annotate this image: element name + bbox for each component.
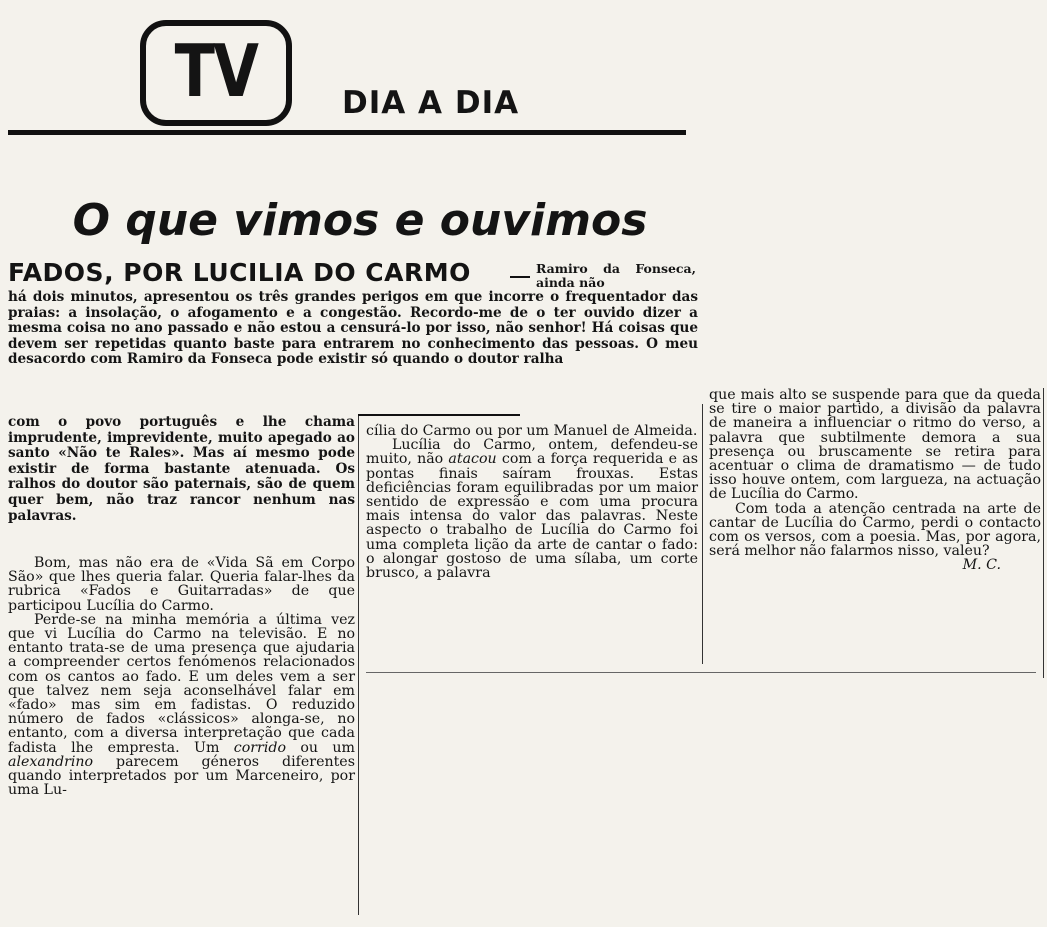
column-rule — [366, 672, 1036, 673]
column-divider — [702, 404, 703, 664]
body-text: ou um — [300, 739, 356, 756]
body-paragraph — [366, 438, 698, 580]
body-text: Perde-se na minha memória a última vez que vi Lucília do Carmo na televisão. E no entanto trata-se de uma presença que ajudaria a compreender certos fenómenos relacionados com os cantos ao fado. E um deles vem a ser que talvez nem seja aconselhável falar em «fado» mas sim em fadistas. O reduzido número de fados «clássicos» alonga-se, no entanto, com a diversa interpretação que cada fadista lhe empresta. Um — [8, 611, 355, 756]
text-column-3 — [709, 388, 1041, 573]
body-paragraph — [8, 613, 355, 798]
text-column-1 — [8, 556, 355, 797]
body-text: parecem géneros diferentes quando interpretados por um Marceneiro, por uma Lu- — [8, 753, 355, 799]
section-title: DIA A DIA — [342, 85, 520, 121]
lead-paragraph: há dois minutos, apresentou os três grandes perigos em que incorre o frequentador das praias: a insolação, o afogamento e a congestão. Recordo-me de o ter ouvido dizer a mesma coisa no ano passado e não estou a censurá-lo por isso, não senhor! Há coisas que devem ser repetidas quanto baste para entrarem no conhecimento das pessoas. O meu desacordo com Ramiro da Fonseca pode existir só quando o doutor ralha — [8, 289, 698, 368]
body-paragraph: Com toda a atenção centrada na arte de cantar de Lucília do Carmo, perdi o contacto com os versos, com a poesia. Mas, por agora, será melhor não falarmos nisso, valeu? — [709, 500, 1041, 560]
lead-paragraph-continued: com o povo português e lhe chama imprudente, imprevidente, muito apegado ao santo «Não te Rales». Mas aí mesmo pode existir de forma bastante atenuada. Os ralhos do doutor são paternais, são de quem quer bem, não traz rancor nenhum nas palavras. — [8, 414, 355, 524]
body-paragraph: Bom, mas não era de «Vida Sã em Corpo São» que lhes queria falar. Queria falar-lhes da rubrica «Fados e Guitarradas» de que participou Lucília do Carmo. — [8, 555, 355, 614]
article-subhead: FADOS, POR LUCILIA DO CARMO — [8, 258, 471, 287]
body-text: com a força requerida e as pontas finais saíram frouxas. Estas deficiências foram equilibradas por um maior sentido de expressão e com uma procura mais intensa do valor das palavras. Neste aspecto o trabalho de Lucília do Carmo foi uma completa lição da arte de cantar o fado: o alongar gostoso de uma sílaba, um corte brusco, a palavra — [366, 451, 699, 582]
article-title: O que vimos e ouvimos — [72, 195, 648, 246]
subhead-dash — [510, 276, 530, 278]
emphasis-text: corrido — [233, 739, 286, 756]
article-byline: Ramiro da Fonseca, ainda não — [536, 261, 696, 290]
column-rule — [358, 414, 520, 416]
tv-logo-text: TV — [174, 29, 258, 113]
header-rule — [8, 130, 686, 135]
column-divider — [1043, 388, 1044, 678]
author-signature: M. C. — [962, 557, 1001, 574]
text-column-2 — [366, 424, 698, 580]
emphasis-text: alexandrino — [8, 753, 94, 770]
body-paragraph: que mais alto se suspende para que da queda se tire o maior partido, a divisão da palavra de maneira a influenciar o ritmo do verso, a palavra que subtilmente demora a sua presença ou bruscamente se retira para acentuar o clima de dramatismo — de tudo isso houve ontem, com largueza, na actuação de Lucília do Carmo. — [709, 387, 1041, 503]
body-paragraph: cília do Carmo ou por um Manuel de Almeida. — [366, 423, 698, 439]
column-divider — [358, 415, 359, 915]
emphasis-text: atacou — [448, 451, 497, 468]
body-text: Lucília do Carmo, ontem, defendeu-se muito, não — [366, 437, 698, 468]
